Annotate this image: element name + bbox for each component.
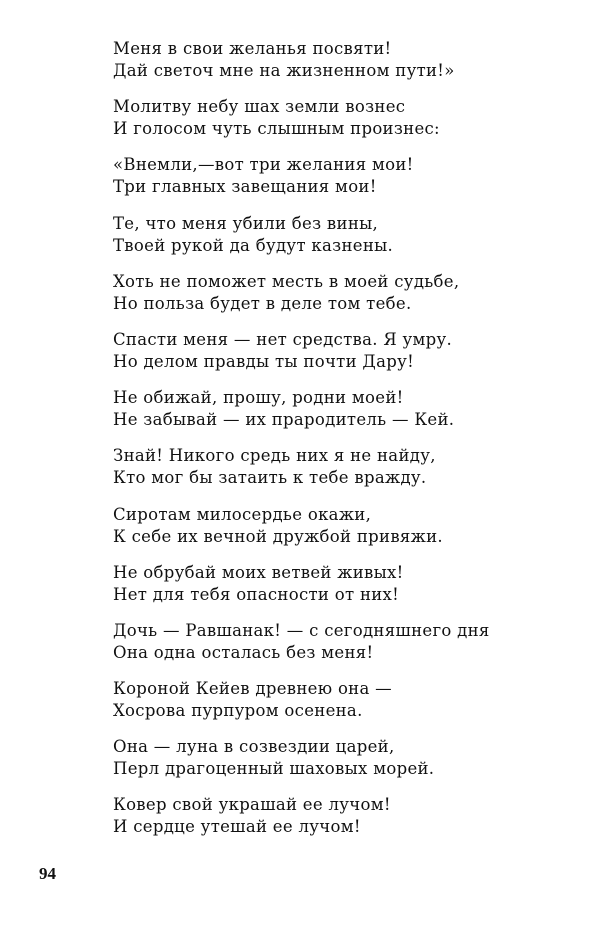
stanza [113,562,490,606]
stanza [113,38,490,82]
verse-line: Спасти меня — нет средства. Я умру. [113,329,453,349]
verse-line: Она одна осталась без меня! [113,642,374,662]
verse-line: Не обижай, прошу, родни моей! [113,388,404,408]
verse-line: Твоей рукой да будут казнены. [113,235,394,255]
stanza [113,154,490,198]
verse-line: Три главных завещания мои! [113,177,377,197]
verse-line: И голосом чуть слышным произнес: [113,119,440,139]
verse-line: Не забывай — их прародитель — Кей. [113,410,455,430]
verse-line: Не обрубай моих ветвей живых! [113,562,404,582]
verse-line: Молитву небу шах земли вознес [113,97,406,117]
verse-line: Кто мог бы затаить к тебе вражду. [113,468,427,488]
verse-line: Дай светоч мне на жизненном пути!» [113,61,455,80]
stanza [113,96,490,140]
page-number: 94 [39,864,56,883]
verse-line: Меня в свои желанья посвяти! [113,39,392,58]
stanza [113,213,490,257]
verse-line: Она — луна в созвездии царей, [113,737,395,757]
verse-line: Те, что меня убили без вины, [113,213,379,233]
verse-line: К себе их вечной дружбой привяжи. [113,526,443,546]
stanza [113,329,490,373]
stanza [113,445,490,489]
verse-line: Перл драгоценный шаховых морей. [113,759,435,779]
verse-line: Ковер свой украшай ее лучом! [113,795,391,815]
verse-line: Нет для тебя опасности от них! [113,584,400,604]
verse-line: Но польза будет в деле том тебе. [113,293,412,313]
stanza [113,504,490,548]
stanza [113,794,490,838]
verse-line: Но делом правды ты почти Дару! [113,351,415,371]
verse-line: Знай! Никого средь них я не найду, [113,446,436,466]
stanza [113,387,490,431]
stanza [113,736,490,780]
verse-line: «Внемли,—вот три желания мои! [113,155,414,175]
stanza [113,271,490,315]
stanza [113,620,490,664]
stanza [113,678,490,722]
verse-line: И сердце утешай ее лучом! [113,817,361,837]
poem-text [113,38,490,853]
verse-line: Сиротам милосердье окажи, [113,504,372,524]
verse-line: Хосрова пурпуром осенена. [113,701,363,721]
verse-line: Дочь — Равшанак! — с сегодняшнего дня [113,620,490,640]
verse-line: Хоть не поможет месть в моей судьбе, [113,271,460,291]
verse-line: Короной Кейев древнею она — [113,679,392,699]
